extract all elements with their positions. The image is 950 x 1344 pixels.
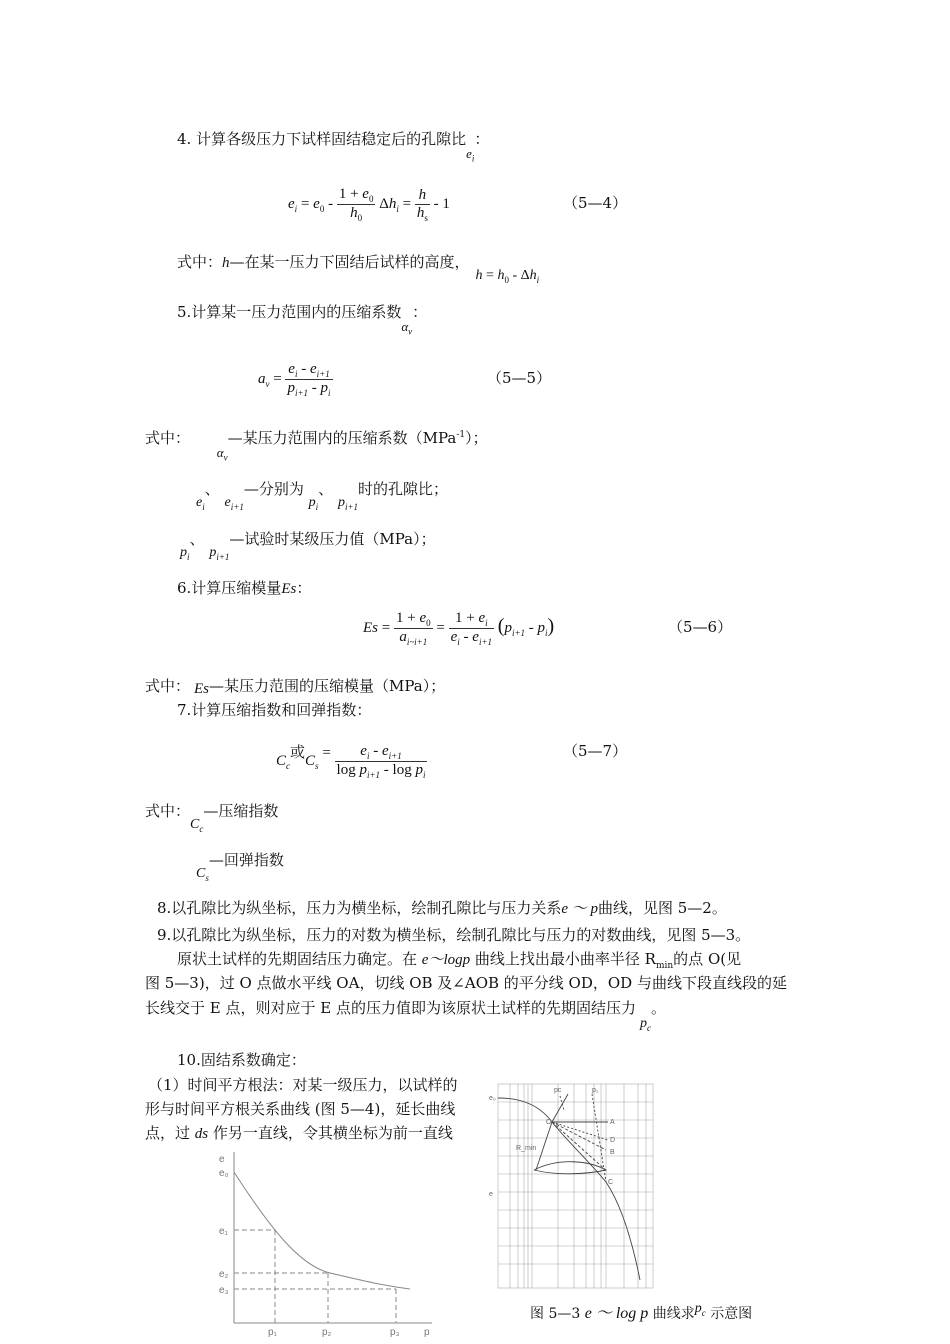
eqno-5-4: （5—4） — [563, 194, 628, 212]
var-pi1-note: $p_{i+1}$ — [337, 495, 359, 512]
s6-title-text: 6.计算压缩模量 — [177, 579, 282, 597]
equation-5-6: Es = $\frac{1 + e_0}{a_{i\sim i+1}}$ = $\frac{1 + e_i}{e_i - e_{i+1}}$ $(p_{i+1} - p_i)$ — [363, 610, 555, 647]
fig3-label-a: A — [610, 1119, 615, 1126]
figure-e-logp-pc — [488, 1080, 658, 1292]
fig2-label-p1: p₁ — [268, 1327, 277, 1338]
s7-note-cc — [145, 800, 279, 834]
pre-l3: 长线交于 E 点，则对应于 E 点的压力值即为该原状土试样的先期固结压力 — [145, 999, 636, 1017]
pre-line1 — [177, 948, 741, 971]
equation-5-5: $a_v$ = $\frac{e_i - e_{i+1}}{p_{i+1} - p_i}$ — [258, 361, 331, 398]
fig2-label-e0: e₀ — [219, 1168, 229, 1179]
fig3-label-e: e — [489, 1191, 493, 1198]
var-pc: $p_c$ — [639, 1016, 651, 1033]
equation-5-4: $e_i = e_0$ - $\frac{1 + e_0}{h_0}$ $\Delta h_i$ = $\frac{h}{h_s}$ - 1 — [288, 186, 450, 223]
s7-cc-note: —压缩指数 — [203, 802, 279, 820]
fig2-label-e: e — [219, 1154, 225, 1165]
var-av-note: $\alpha_v$ — [216, 445, 228, 463]
s5-title-text: 5.计算某一压力范围内的压缩系数 — [177, 303, 402, 321]
s6-title — [177, 577, 311, 598]
s5-note2-end: 时的孔隙比； — [358, 480, 449, 498]
fig2-label-p3: p₃ — [390, 1327, 400, 1338]
s8-curve: e ～ p — [561, 901, 598, 917]
fig3-label-pc: pc — [554, 1087, 562, 1094]
eqno-5-5: （5—5） — [487, 369, 552, 387]
s4-note — [177, 251, 540, 285]
s8-text-a: 8.以孔隙比为纵坐标，压力为横坐标，绘制孔隙比与压力关系 — [157, 899, 562, 917]
s6-note-text: —某压力范围的压缩模量（MPa）； — [209, 677, 446, 695]
s8-text-b: 曲线，见图 5—2。 — [598, 899, 727, 917]
s5-note2 — [196, 478, 449, 512]
fig3-caption-b: e ～ log p — [584, 1305, 649, 1322]
var-cs-note: $C_s$ — [196, 866, 209, 883]
pre-l1sub: min — [655, 961, 674, 971]
s5-note1-end: ）； — [465, 429, 488, 447]
eqno-5-7: （5—7） — [563, 742, 628, 760]
s10-title: 10.固结系数确定： — [177, 1051, 306, 1069]
equation-h: $h = h_0 - \Delta h_i$ — [475, 268, 540, 285]
pre-l1b: e～logp — [421, 952, 471, 968]
s4-note-h: h — [222, 255, 230, 271]
s4-note-text: —在某一压力下固结后试样的高度， — [229, 253, 470, 271]
fig3-caption-c: 曲线求 — [652, 1306, 695, 1322]
s4-title-text: 4. 计算各级压力下试样固结稳定后的孔隙比 — [177, 130, 467, 148]
equation-5-7: $C_c$或$C_s$ = $\frac{e_i - e_{i+1}}{\log p_{i+1} - \log p_i}$ — [276, 742, 426, 780]
fig3-label-p1: p₁ — [592, 1087, 599, 1094]
fig3-caption-pc — [695, 1301, 706, 1316]
s5-note1-text: —某压力范围内的压缩系数（MPa — [227, 429, 457, 447]
s5-sep2: 、 — [318, 480, 334, 498]
fig3-caption-d-sub: c — [701, 1307, 706, 1318]
s10-l3b: ds — [194, 1126, 209, 1142]
var-es-note: Es — [194, 681, 210, 697]
s8-text — [157, 897, 727, 918]
fig3-label-b: B — [610, 1149, 615, 1156]
s7-or: 或 — [290, 742, 306, 761]
var-pi1-note3: $p_{i+1}$ — [209, 545, 230, 562]
s5-sep3: 、 — [189, 530, 205, 548]
s9-text: 9.以孔隙比为纵坐标，压力的对数为横坐标，绘制孔隙比与压力的对数曲线，见图 5—3。 — [157, 926, 751, 944]
pre-l1d: 的点 O(见 — [673, 950, 742, 968]
s6-title-var: Es — [281, 581, 297, 597]
fig3-caption-a: 图 5—3 — [530, 1306, 581, 1322]
fig2-label-e2: e₂ — [219, 1269, 229, 1280]
s5-title — [177, 301, 428, 337]
s5-note2-mid: —分别为 — [243, 480, 304, 498]
s10-line2: 形与时间平方根关系曲线 (图 5—4)，延长曲线 — [145, 1100, 456, 1118]
s5-note-prefix: 式中： — [145, 429, 191, 447]
var-ei: $e_i$ — [466, 146, 475, 164]
fig2-label-e3: e₃ — [219, 1285, 229, 1296]
fig3-label-c: C — [608, 1179, 614, 1186]
s6-title-end: ： — [296, 579, 312, 597]
s10-l3c: 作另一直线，令其横坐标为前一直线 — [208, 1124, 453, 1142]
var-cc-note: $C_c$ — [190, 817, 204, 834]
fig2-label-e1: e₁ — [219, 1226, 228, 1237]
s4-note-prefix: 式中： — [177, 253, 223, 271]
s6-note-prefix: 式中： — [145, 677, 191, 695]
s7-note-cs — [196, 849, 284, 883]
s5-note1 — [145, 427, 488, 463]
fig3-caption-d: p — [694, 1301, 702, 1316]
s5-colon: ： — [412, 303, 428, 321]
pre-l1a: 原状土试样的先期固结压力确定。在 — [177, 950, 422, 968]
fig3-caption-e: 示意图 — [710, 1306, 753, 1322]
eqno-5-6: （5—6） — [668, 618, 733, 636]
fig2-label-p: p — [424, 1327, 430, 1338]
s4-colon: ： — [474, 130, 490, 148]
s5-note1-sup: -1 — [456, 430, 466, 440]
s4-title — [177, 128, 490, 164]
s10-line1: （1）时间平方根法：对某一级压力，以试样的 — [148, 1076, 458, 1094]
fig3-label-o: O — [546, 1119, 552, 1126]
fig2-label-p2: p₂ — [322, 1327, 332, 1338]
var-ei-note: $e_i$ — [196, 495, 205, 512]
s7-cs-note: —回弹指数 — [208, 851, 284, 869]
s6-note — [145, 675, 445, 696]
pre-line2: 图 5—3)，过 O 点做水平线 OA，切线 OB 及∠AOB 的平分线 OD，OD 与曲线下段直线段的延 — [145, 974, 787, 992]
figure-e-p-curve — [210, 1148, 450, 1338]
var-ei1-note: $e_{i+1}$ — [224, 495, 244, 512]
pre-l3end: 。 — [650, 999, 666, 1017]
pre-line3 — [145, 997, 666, 1033]
pre-l1c: 曲线上找出最小曲率半径 R — [470, 950, 656, 968]
s7-title: 7.计算压缩指数和回弹指数： — [177, 701, 372, 719]
fig3-label-e0: e₀ — [489, 1095, 496, 1102]
s7-note-prefix: 式中： — [145, 802, 191, 820]
fig3-caption — [530, 1300, 752, 1324]
s5-note3-text: —试验时某级压力值（MPa）； — [229, 530, 436, 548]
s10-line3 — [145, 1122, 474, 1143]
fig3-label-rmin: R_min — [516, 1145, 537, 1152]
s5-note3 — [180, 528, 436, 562]
fig3-label-d: D — [610, 1137, 616, 1144]
var-pi-note: $p_i$ — [308, 495, 319, 512]
s10-l3a: 点，过 — [145, 1124, 195, 1142]
s5-sep1: 、 — [204, 480, 220, 498]
var-av: $\alpha_v$ — [401, 319, 413, 337]
var-pi-note3: $p_i$ — [180, 545, 190, 562]
